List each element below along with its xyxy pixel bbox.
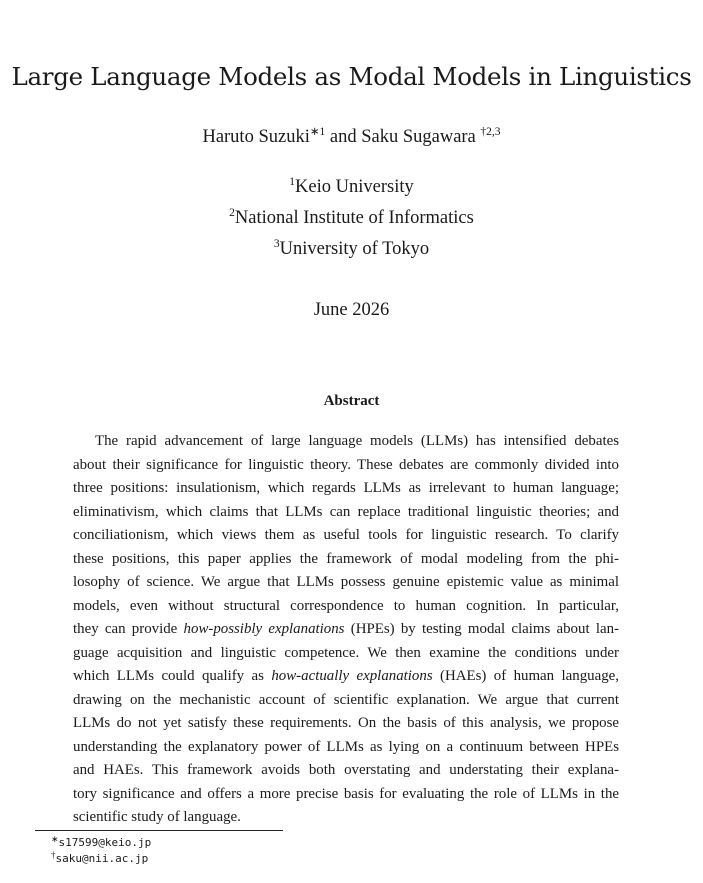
abstract-line [73, 618, 619, 642]
abstract-line: scientific study of language. [73, 809, 241, 825]
abstract-line: eliminativism, which claims that LLMs can replace traditional linguistic theories; and [73, 503, 619, 520]
affiliation-name: Keio University [295, 177, 414, 197]
affiliation-name: National Institute of Informatics [234, 208, 474, 228]
abstract-line: about their significance for linguistic theory. These debates are commonly divided into [73, 456, 619, 473]
abstract-line: and HAEs. This framework avoids both overstating and understating their explana- [73, 762, 619, 778]
abstract-text: which LLMs could qualify as [73, 668, 272, 684]
affiliation-mark: 2 [229, 207, 235, 219]
affiliation-mark: 3 [273, 238, 280, 250]
author-name: Saku Sugawara [361, 127, 476, 147]
abstract-line: understanding the explanatory power of LLMs as lying on a continuum between HPEs [73, 738, 619, 755]
footnote-mark: † [51, 850, 56, 860]
footnote [51, 851, 151, 867]
abstract-line: models, even without structural correspondence to human cognition. In particular, [73, 597, 619, 614]
abstract-line: The rapid advancement of large language models (LLMs) has intensified debates [95, 433, 619, 449]
paper-title: Large Language Models as Modal Models in Linguistics [11, 62, 692, 91]
abstract-line: these positions, this paper applies the framework of modal modeling from the phi- [73, 550, 619, 567]
emphasis-term: how-possibly explanations [183, 621, 345, 637]
abstract-line: conciliationism, which views them as useful tools for linguistic research. To clarify [73, 527, 619, 543]
abstract-line [73, 665, 619, 689]
affiliation [0, 234, 703, 265]
footnotes [51, 835, 151, 867]
author-line [0, 127, 703, 148]
author-name: Haruto Suzuki [202, 127, 310, 147]
abstract-line: losophy of science. We argue that LLMs possess genuine epistemic value as minimal [73, 574, 619, 590]
abstract-body [73, 430, 619, 830]
abstract-text: they can provide [73, 621, 184, 637]
abstract-text: (HAEs) of human language, [432, 668, 619, 684]
affiliation [0, 203, 703, 234]
author-affiliation-mark: †2,3 [480, 126, 501, 138]
abstract-line: drawing on the mechanistic account of scientific explanation. We argue that current [73, 691, 619, 708]
affiliation-mark: 1 [289, 176, 296, 188]
abstract-text: (HPEs) by testing modal claims about lan- [344, 621, 619, 637]
abstract-line: guage acquisition and linguistic competence. We then examine the conditions under [73, 644, 619, 661]
affiliation [0, 172, 703, 203]
affiliations [0, 172, 703, 265]
footnote-mark: ∗ [51, 834, 59, 844]
author-conjunction: and [329, 127, 357, 147]
footnote [51, 835, 151, 851]
abstract-line: LLMs do not yet satisfy these requirements. On the basis of this analysis, we propose [73, 715, 619, 731]
abstract-line: three positions: insulationism, which regards LLMs as irrelevant to human language; [73, 480, 619, 496]
author-affiliation-mark: ∗1 [309, 126, 326, 138]
abstract-heading: Abstract [323, 393, 380, 409]
footnote-email: saku@nii.ac.jp [55, 852, 149, 865]
publication-date: June 2026 [313, 300, 390, 320]
abstract-line: tory significance and offers a more precise basis for evaluating the role of LLMs in the [73, 785, 619, 802]
footnote-email: s17599@keio.jp [58, 836, 152, 849]
emphasis-term: how-actually explanations [271, 668, 433, 684]
footnote-rule [35, 830, 283, 831]
affiliation-name: University of Tokyo [279, 239, 430, 259]
